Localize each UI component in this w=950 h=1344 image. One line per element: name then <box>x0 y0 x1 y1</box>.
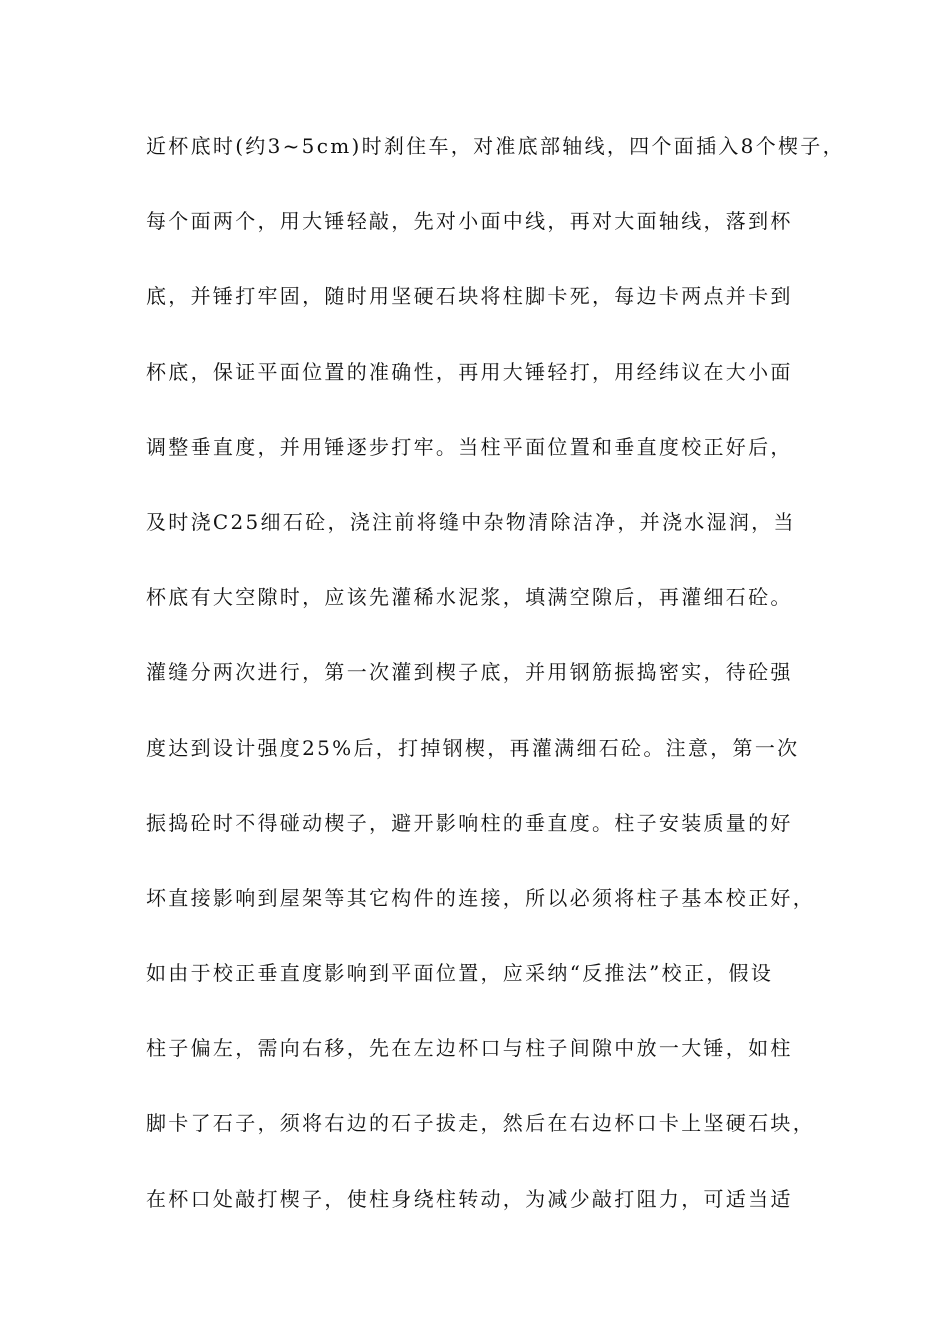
text-line-1: 近杯底时(约3~5cm)时刹住车，对准底部轴线，四个面插入8个楔子， <box>146 134 845 158</box>
text-line-12: 如由于校正垂直度影响到平面位置，应采纳“反推法”校正，假设 <box>146 961 774 986</box>
text-line-5: 调整垂直度，并用锤逐步打牢。当柱平面位置和垂直度校正好后， <box>146 434 793 459</box>
text-line-15: 在杯口处敲打楔子，使柱身绕柱转动，为减少敲打阻力，可适当适 <box>146 1186 793 1211</box>
text-line-3: 底，并锤打牢固，随时用坚硬石块将柱脚卡死，每边卡两点并卡到 <box>146 284 793 309</box>
text-line-14: 脚卡了石子，须将右边的石子拔走，然后在右边杯口卡上坚硬石块， <box>146 1111 815 1136</box>
text-line-9: 度达到设计强度25%后，打掉钢楔，再灌满细石砼。注意，第一次 <box>146 735 800 760</box>
text-line-10: 振捣砼时不得碰动楔子，避开影响柱的垂直度。柱子安装质量的好 <box>146 810 793 835</box>
body-text <box>146 131 845 1259</box>
text-line-11: 坏直接影响到屋架等其它构件的连接，所以必须将柱子基本校正好， <box>146 885 815 910</box>
text-line-4: 杯底，保证平面位置的准确性，再用大锤轻打，用经纬议在大小面 <box>146 359 793 384</box>
text-line-8: 灌缝分两次进行，第一次灌到楔子底，并用钢筋振捣密实，待砼强 <box>146 660 793 685</box>
text-line-2: 每个面两个，用大锤轻敲，先对小面中线，再对大面轴线，落到杯 <box>146 209 793 234</box>
text-line-13: 柱子偏左，需向右移，先在左边杯口与柱子间隙中放一大锤，如柱 <box>146 1036 793 1061</box>
text-line-7: 杯底有大空隙时，应该先灌稀水泥浆，填满空隙后，再灌细石砼。 <box>146 585 793 610</box>
text-line-6: 及时浇C25细石砼，浇注前将缝中杂物清除洁净，并浇水湿润，当 <box>146 509 796 534</box>
